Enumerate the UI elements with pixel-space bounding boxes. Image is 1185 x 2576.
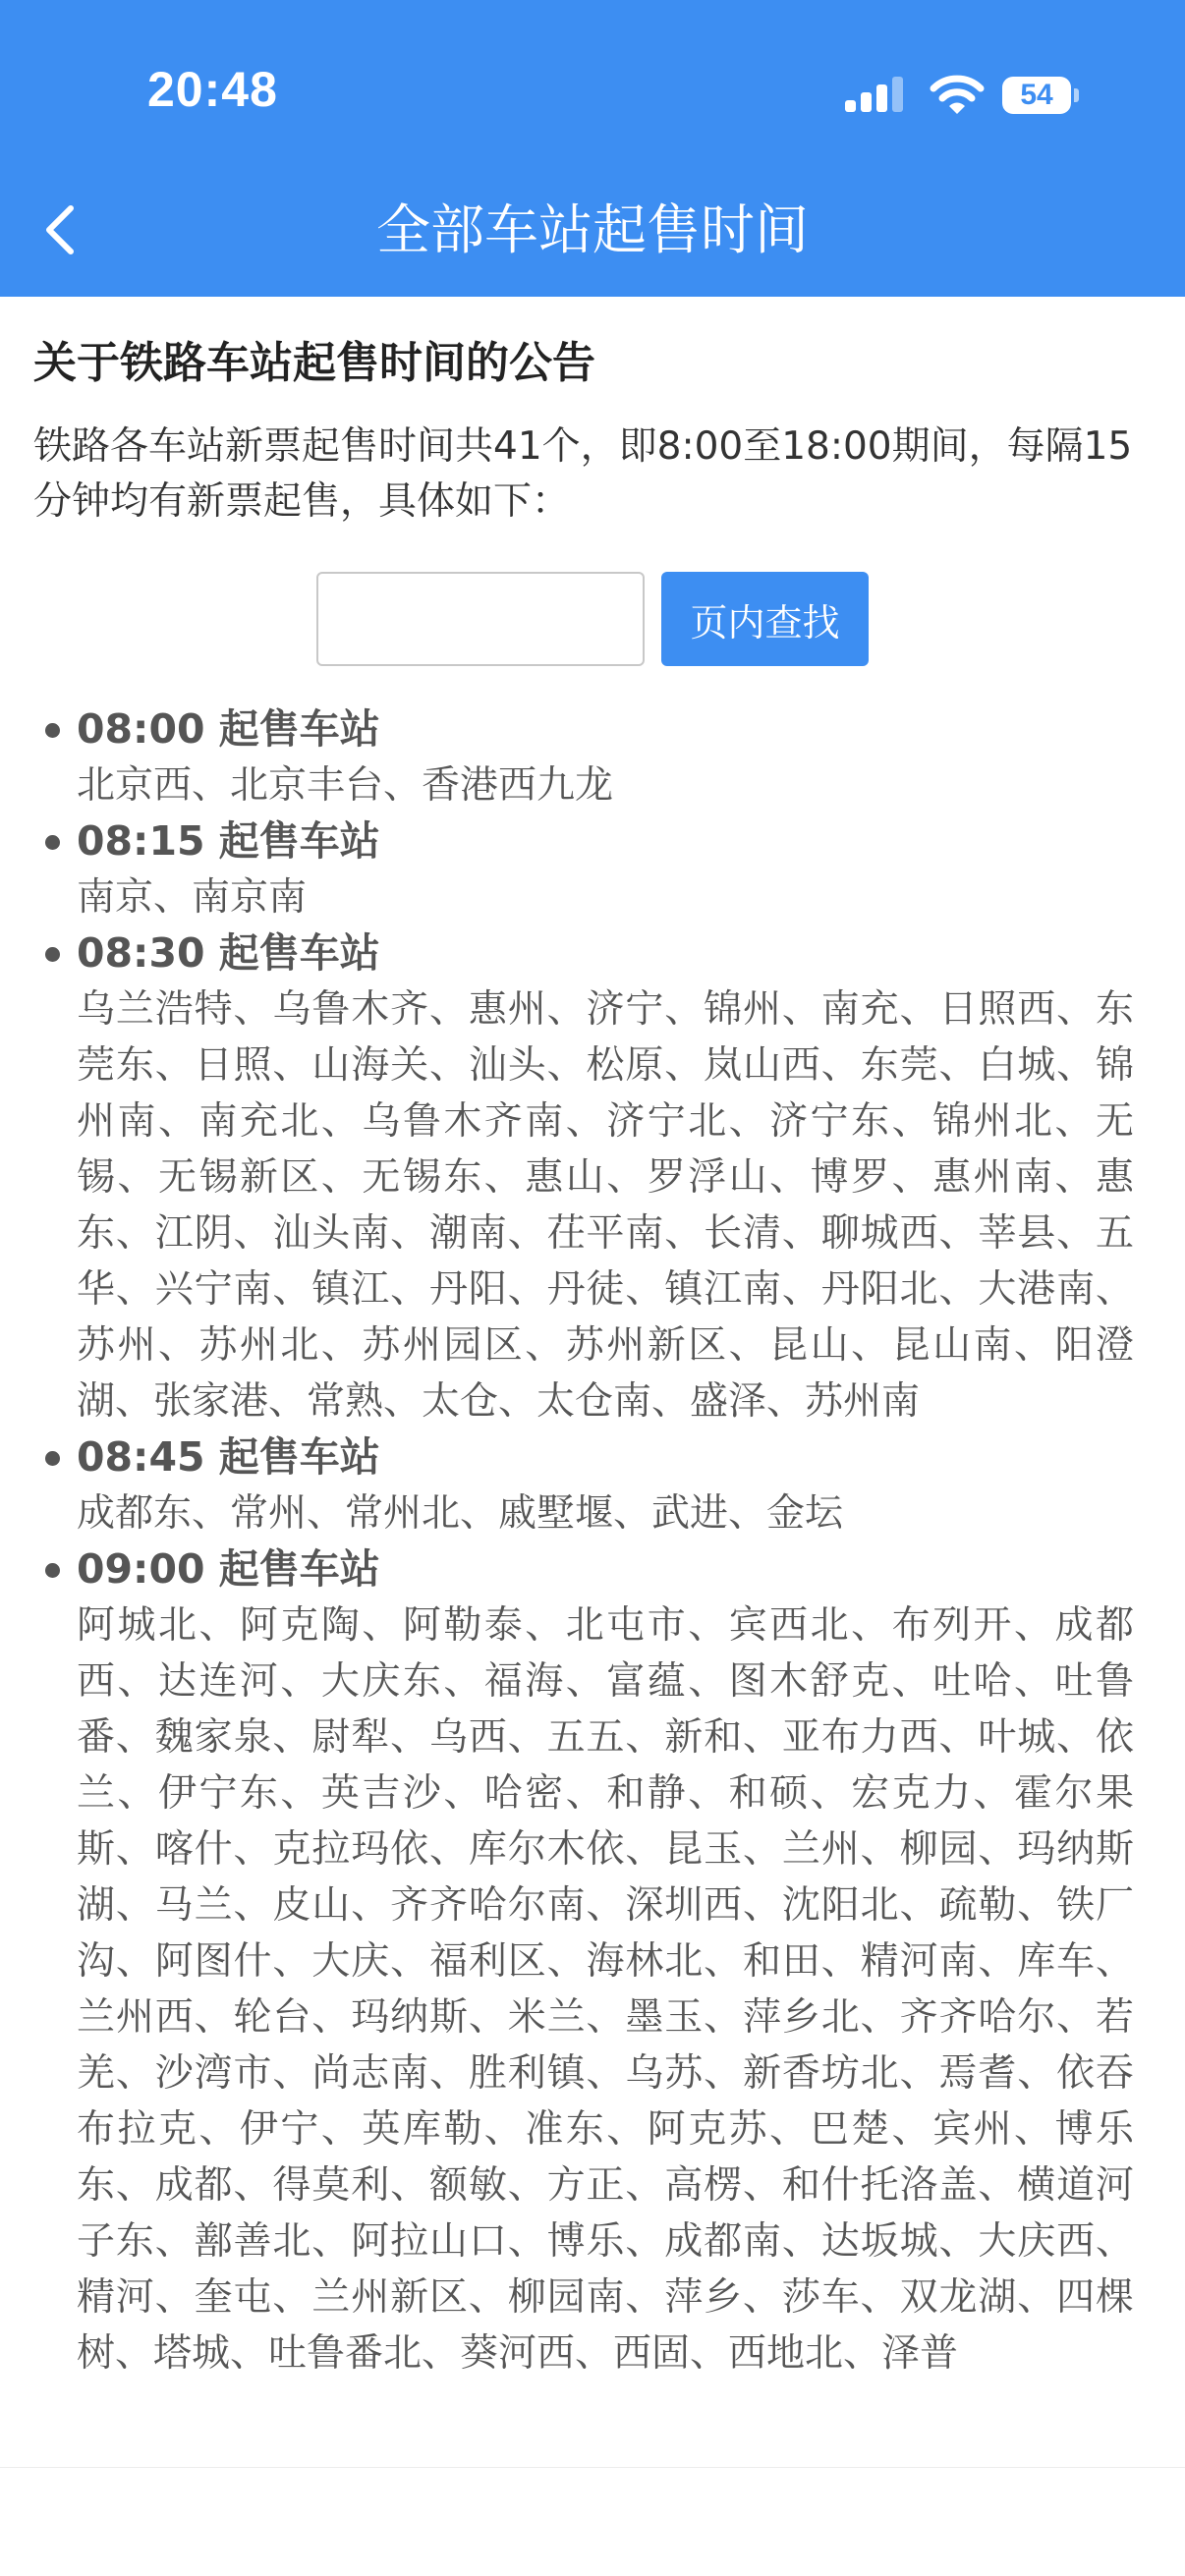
bullet-icon [45, 1563, 60, 1578]
time-group [0, 1541, 1185, 2381]
status-time: 20:48 [147, 62, 278, 117]
time-header [0, 1541, 1185, 1597]
bullet-icon [45, 947, 60, 962]
battery-icon [1002, 77, 1071, 114]
time-title: 08:15 起售车站 [77, 817, 380, 865]
page-title: 全部车站起售时间 [375, 198, 809, 261]
bullet-icon [45, 1451, 60, 1466]
cellular-signal-icon [845, 71, 908, 118]
station-list: 乌兰浩特、乌鲁木齐、惠州、济宁、锦州、南充、日照西、东莞东、日照、山海关、汕头、松原、岚山西、东莞、白城、锦州南、南充北、乌鲁木齐南、济宁北、济宁东、锦州北、无锡、无锡新区、无锡东、惠山、罗浮山、博罗、惠州南、惠东、江阴、汕头南、潮南、茌平南、长清、聊城西、莘县、五华、兴宁南、镇江、丹阳、丹徒、镇江南、丹阳北、大港南、苏州、苏州北、苏州园区、苏州新区、昆山、昆山南、阳澄湖、张家港、常熟、太仓、太仓南、盛泽、苏州南 [77, 987, 1134, 1424]
time-group [0, 925, 1185, 1429]
notice-intro: 铁路各车站新票起售时间共41个，即8:00至18:00期间，每隔15分钟均有新票起售，具体如下： [33, 424, 1133, 524]
status-icons [845, 71, 1081, 118]
time-group [0, 1429, 1185, 1541]
time-title: 08:00 起售车站 [77, 705, 380, 753]
station-list: 北京西、北京丰台、香港西九龙 [77, 763, 614, 808]
search-button[interactable]: 页内查找 [661, 572, 869, 666]
bottom-bar [0, 2468, 1185, 2576]
time-title: 08:30 起售车站 [77, 929, 380, 977]
time-header [0, 701, 1185, 757]
top-bar [0, 0, 1185, 297]
time-group [0, 701, 1185, 813]
schedule-list [0, 701, 1185, 2381]
search-input[interactable] [316, 572, 645, 666]
time-header [0, 813, 1185, 869]
time-header [0, 1429, 1185, 1485]
battery-level: 54 [1020, 79, 1053, 111]
bullet-icon [45, 723, 60, 738]
time-header [0, 925, 1185, 981]
time-group [0, 813, 1185, 925]
time-title: 09:00 起售车站 [77, 1545, 380, 1593]
notice-heading: 关于铁路车站起售时间的公告 [33, 338, 595, 388]
bullet-icon [45, 835, 60, 850]
wifi-icon [928, 71, 987, 118]
station-list: 阿城北、阿克陶、阿勒泰、北屯市、宾西北、布列开、成都西、达连河、大庆东、福海、富蕴、图木舒克、吐哈、吐鲁番、魏家泉、尉犁、乌西、五五、新和、亚布力西、叶城、依兰、伊宁东、英吉沙、哈密、和静、和硕、宏克力、霍尔果斯、喀什、克拉玛依、库尔木依、昆玉、兰州、柳园、玛纳斯湖、马兰、皮山、齐齐哈尔南、深圳西、沈阳北、疏勒、铁厂沟、阿图什、大庆、福利区、海林北、和田、精河南、库车、兰州西、轮台、玛纳斯、米兰、墨玉、萍乡北、齐齐哈尔、若羌、沙湾市、尚志南、胜利镇、乌苏、新香坊北、焉耆、依吞布拉克、伊宁、英库勒、准东、阿克苏、巴楚、宾州、博乐东、成都、得莫利、额敏、方正、高楞、和什托洛盖、横道河子东、鄯善北、阿拉山口、博乐、成都南、达坂城、大庆西、精河、奎屯、兰州新区、柳园南、萍乡、莎车、双龙湖、四棵树、塔城、吐鲁番北、葵河西、西固、西地北、泽普 [77, 1603, 1134, 2376]
time-title: 08:45 起售车站 [77, 1433, 380, 1481]
station-list: 成都东、常州、常州北、戚墅堰、武进、金坛 [77, 1491, 844, 1536]
battery-cap [1074, 88, 1079, 102]
station-list: 南京、南京南 [77, 875, 308, 920]
